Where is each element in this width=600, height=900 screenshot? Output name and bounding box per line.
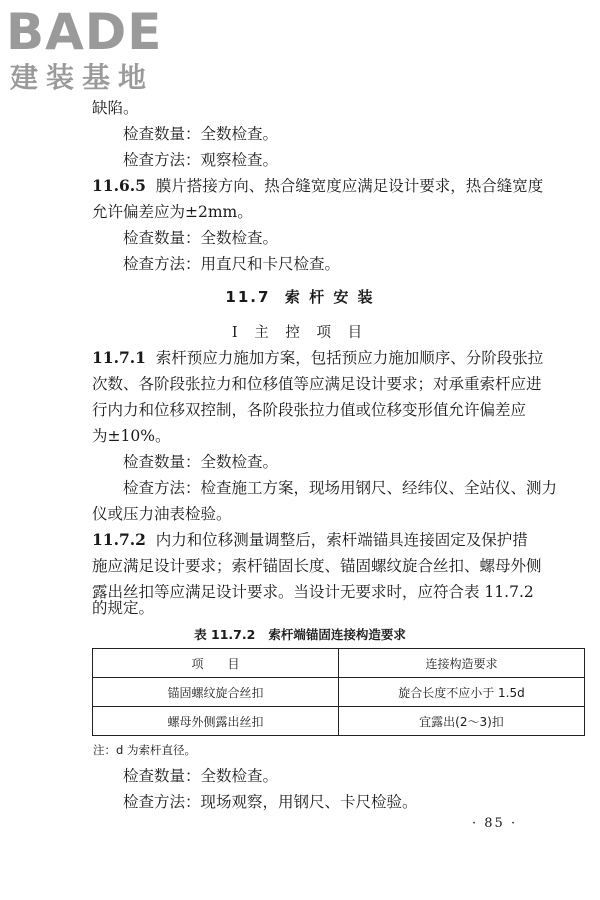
watermark-logo — [6, 4, 181, 96]
table-row — [93, 678, 585, 707]
text-line: 施应满足设计要求；索杆锚固长度、锚固螺纹旋合丝扣、螺母外侧 — [92, 557, 542, 575]
table-caption — [0, 625, 600, 643]
clause-text: 索杆预应力施加方案，包括预应力施加顺序、分阶段张拉 — [155, 349, 544, 367]
clause-text: 膜片搭接方向、热合缝宽度应满足设计要求，热合缝宽度 — [155, 177, 544, 195]
subsection-title: Ⅰ 主 控 项 目 — [231, 325, 369, 341]
text-line: 的规定。 — [92, 599, 155, 617]
clause-number: 11.7.2 — [92, 530, 146, 549]
table-cell: 锚固螺纹旋合丝扣 — [93, 678, 339, 707]
text-line: 检查方法：现场观察，用钢尺、卡尺检验。 — [123, 793, 418, 811]
text-line: 检查方法：检查施工方案，现场用钢尺、经纬仪、全站仪、测力 — [123, 479, 558, 497]
text-line: 检查数量：全数检查。 — [123, 453, 279, 471]
clause-text: 内力和位移测量调整后，索杆端锚具连接固定及保护措 — [155, 531, 528, 549]
table-row — [93, 707, 585, 736]
watermark-brand: BADE — [6, 3, 163, 61]
table-header-row — [93, 649, 585, 678]
clause-11-7-2 — [92, 530, 528, 550]
table-cell: 旋合长度不应小于 1.5d — [339, 678, 585, 707]
text-line: 检查数量：全数检查。 — [123, 767, 279, 785]
text-line: 次数、各阶段张拉力和位移值等应满足设计要求；对承重索杆应进 — [92, 375, 542, 393]
text-line: 检查数量：全数检查。 — [123, 125, 279, 143]
text-line: 缺陷。 — [92, 99, 139, 117]
section-number: 11.7 — [225, 288, 271, 306]
clause-11-7-1 — [92, 348, 543, 368]
table-cell: 宜露出(2～3)扣 — [339, 707, 585, 736]
text-line: 露出丝扣等应满足设计要求。当设计无要求时，应符合表 11.7.2 — [92, 583, 534, 601]
table-header-cell: 项 目 — [93, 649, 339, 678]
text-line: 为±10%。 — [92, 427, 171, 445]
page-number: · 85 · — [472, 816, 518, 831]
clause-11-6-5 — [92, 176, 543, 196]
text-line: 检查数量：全数检查。 — [123, 229, 279, 247]
watermark-subtitle: 建装基地 — [10, 61, 155, 94]
table-caption-title: 索杆端锚固连接构造要求 — [268, 627, 406, 642]
table-note: 注：d 为索杆直径。 — [93, 743, 196, 757]
requirements-table — [92, 648, 585, 736]
text-line: 允许偏差应为±2mm。 — [92, 203, 253, 221]
table-cell: 螺母外侧露出丝扣 — [93, 707, 339, 736]
clause-number: 11.7.1 — [92, 348, 146, 367]
clause-number: 11.6.5 — [92, 176, 146, 195]
section-name: 索 杆 安 装 — [284, 288, 375, 306]
text-line: 检查方法：用直尺和卡尺检查。 — [123, 255, 341, 273]
text-line: 行内力和位移双控制，各阶段张拉力值或位移变形值允许偏差应 — [92, 401, 527, 419]
text-line: 检查方法：观察检查。 — [123, 151, 279, 169]
table-header-cell: 连接构造要求 — [339, 649, 585, 678]
table-caption-number: 表 11.7.2 — [194, 627, 256, 642]
text-line: 仪或压力油表检验。 — [92, 505, 232, 523]
section-title — [0, 286, 600, 307]
